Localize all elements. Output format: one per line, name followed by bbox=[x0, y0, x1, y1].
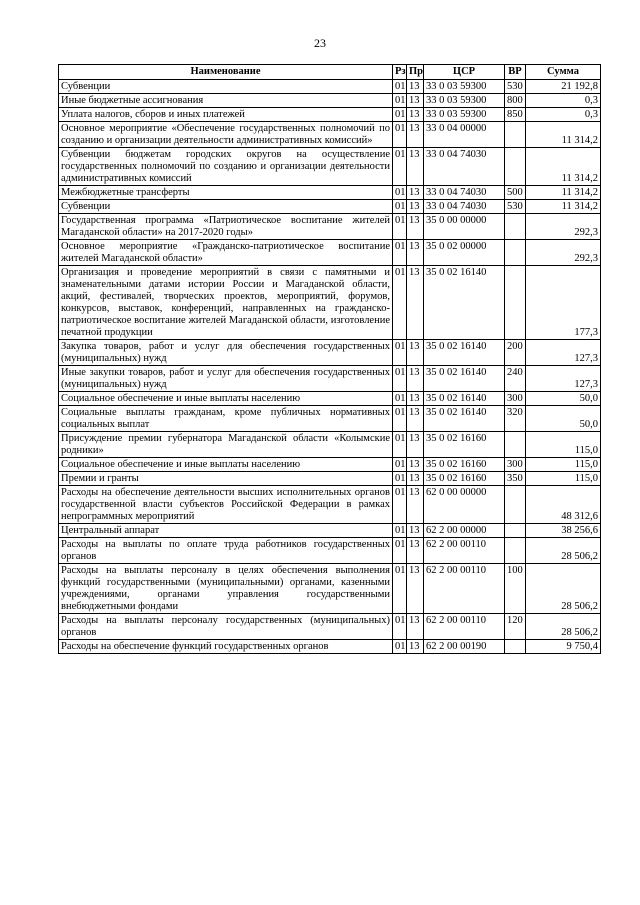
cell-sum: 292,3 bbox=[526, 214, 601, 240]
cell-rz: 01 bbox=[393, 148, 407, 186]
cell-name: Уплата налогов, сборов и иных платежей bbox=[59, 108, 393, 122]
cell-name: Иные закупки товаров, работ и услуг для обеспечения государственных (муниципальных) нужд bbox=[59, 366, 393, 392]
cell-csr: 33 0 04 74030 bbox=[424, 148, 505, 186]
cell-name: Субвенции bbox=[59, 200, 393, 214]
cell-sum: 115,0 bbox=[526, 432, 601, 458]
table-row bbox=[59, 214, 601, 240]
cell-pr: 13 bbox=[407, 108, 424, 122]
cell-rz: 01 bbox=[393, 564, 407, 614]
cell-pr: 13 bbox=[407, 472, 424, 486]
cell-pr: 13 bbox=[407, 366, 424, 392]
cell-csr: 62 2 00 00110 bbox=[424, 564, 505, 614]
cell-name: Межбюджетные трансферты bbox=[59, 186, 393, 200]
cell-name: Организация и проведение мероприятий в связи с памятными и знаменательными датами истории России и Магаданской области, акций, фестивалей, творческих проектов, мероприятий, форумов, конкурсов, выставок, конференций, направленных на гражданско-патриотическое воспитание жителей Магаданской области, изготовление печатной продукции bbox=[59, 266, 393, 340]
cell-vr bbox=[505, 538, 526, 564]
cell-name: Государственная программа «Патриотическое воспитание жителей Магаданской области» на 2017-2020 годы» bbox=[59, 214, 393, 240]
header-rz: Рз bbox=[393, 65, 407, 80]
cell-rz: 01 bbox=[393, 214, 407, 240]
cell-name: Социальное обеспечение и иные выплаты населению bbox=[59, 458, 393, 472]
cell-rz: 01 bbox=[393, 80, 407, 94]
table-header-row bbox=[59, 65, 601, 80]
table-row bbox=[59, 472, 601, 486]
cell-sum: 292,3 bbox=[526, 240, 601, 266]
cell-vr: 100 bbox=[505, 564, 526, 614]
cell-pr: 13 bbox=[407, 524, 424, 538]
cell-rz: 01 bbox=[393, 366, 407, 392]
cell-name: Социальные выплаты гражданам, кроме публичных нормативных социальных выплат bbox=[59, 406, 393, 432]
cell-vr: 500 bbox=[505, 186, 526, 200]
table-row bbox=[59, 640, 601, 654]
table-row bbox=[59, 240, 601, 266]
table-row bbox=[59, 366, 601, 392]
cell-csr: 35 0 02 16140 bbox=[424, 340, 505, 366]
cell-csr: 35 0 02 16160 bbox=[424, 472, 505, 486]
cell-name: Расходы на выплаты по оплате труда работников государственных органов bbox=[59, 538, 393, 564]
cell-pr: 13 bbox=[407, 406, 424, 432]
cell-name: Расходы на выплаты персоналу государственных (муниципальных) органов bbox=[59, 614, 393, 640]
cell-csr: 62 0 00 00000 bbox=[424, 486, 505, 524]
cell-vr: 850 bbox=[505, 108, 526, 122]
cell-rz: 01 bbox=[393, 266, 407, 340]
cell-vr bbox=[505, 148, 526, 186]
cell-name: Расходы на обеспечение функций государственных органов bbox=[59, 640, 393, 654]
cell-vr: 300 bbox=[505, 392, 526, 406]
cell-rz: 01 bbox=[393, 472, 407, 486]
cell-name: Социальное обеспечение и иные выплаты населению bbox=[59, 392, 393, 406]
cell-csr: 35 0 02 00000 bbox=[424, 240, 505, 266]
table-row bbox=[59, 200, 601, 214]
header-csr: ЦСР bbox=[424, 65, 505, 80]
cell-rz: 01 bbox=[393, 108, 407, 122]
cell-rz: 01 bbox=[393, 186, 407, 200]
cell-pr: 13 bbox=[407, 266, 424, 340]
cell-rz: 01 bbox=[393, 640, 407, 654]
cell-csr: 35 0 02 16160 bbox=[424, 432, 505, 458]
cell-vr: 120 bbox=[505, 614, 526, 640]
table-row bbox=[59, 148, 601, 186]
table-row bbox=[59, 108, 601, 122]
cell-vr: 200 bbox=[505, 340, 526, 366]
cell-name: Премии и гранты bbox=[59, 472, 393, 486]
cell-rz: 01 bbox=[393, 432, 407, 458]
cell-sum: 177,3 bbox=[526, 266, 601, 340]
cell-csr: 62 2 00 00000 bbox=[424, 524, 505, 538]
table-row bbox=[59, 122, 601, 148]
cell-name: Основное мероприятие «Обеспечение государственных полномочий по созданию и организации деятельности административных комиссий» bbox=[59, 122, 393, 148]
cell-name: Субвенции бюджетам городских округов на осуществление государственных полномочий по созданию и организации деятельности административных комиссий bbox=[59, 148, 393, 186]
cell-pr: 13 bbox=[407, 614, 424, 640]
cell-sum: 48 312,6 bbox=[526, 486, 601, 524]
cell-vr bbox=[505, 122, 526, 148]
cell-sum: 115,0 bbox=[526, 458, 601, 472]
page-number: 23 bbox=[314, 36, 326, 50]
cell-sum: 28 506,2 bbox=[526, 538, 601, 564]
cell-pr: 13 bbox=[407, 458, 424, 472]
cell-vr bbox=[505, 240, 526, 266]
cell-rz: 01 bbox=[393, 200, 407, 214]
cell-name: Центральный аппарат bbox=[59, 524, 393, 538]
table-row bbox=[59, 432, 601, 458]
cell-vr: 530 bbox=[505, 80, 526, 94]
cell-sum: 11 314,2 bbox=[526, 148, 601, 186]
header-pr: Пр bbox=[407, 65, 424, 80]
table-row bbox=[59, 406, 601, 432]
cell-vr: 350 bbox=[505, 472, 526, 486]
cell-sum: 11 314,2 bbox=[526, 186, 601, 200]
cell-pr: 13 bbox=[407, 186, 424, 200]
cell-csr: 62 2 00 00190 bbox=[424, 640, 505, 654]
cell-csr: 35 0 02 16140 bbox=[424, 406, 505, 432]
cell-rz: 01 bbox=[393, 122, 407, 148]
cell-vr bbox=[505, 432, 526, 458]
header-name: Наименование bbox=[59, 65, 393, 80]
cell-sum: 11 314,2 bbox=[526, 122, 601, 148]
cell-pr: 13 bbox=[407, 432, 424, 458]
table-row bbox=[59, 458, 601, 472]
cell-rz: 01 bbox=[393, 614, 407, 640]
cell-vr bbox=[505, 486, 526, 524]
cell-name: Иные бюджетные ассигнования bbox=[59, 94, 393, 108]
cell-pr: 13 bbox=[407, 240, 424, 266]
table-row bbox=[59, 94, 601, 108]
table-row bbox=[59, 266, 601, 340]
cell-pr: 13 bbox=[407, 80, 424, 94]
table-row bbox=[59, 614, 601, 640]
cell-vr: 320 bbox=[505, 406, 526, 432]
cell-pr: 13 bbox=[407, 122, 424, 148]
cell-pr: 13 bbox=[407, 564, 424, 614]
cell-pr: 13 bbox=[407, 94, 424, 108]
cell-vr: 300 bbox=[505, 458, 526, 472]
table-row bbox=[59, 80, 601, 94]
cell-sum: 50,0 bbox=[526, 392, 601, 406]
cell-sum: 0,3 bbox=[526, 94, 601, 108]
cell-vr: 800 bbox=[505, 94, 526, 108]
cell-csr: 62 2 00 00110 bbox=[424, 614, 505, 640]
cell-sum: 9 750,4 bbox=[526, 640, 601, 654]
cell-sum: 115,0 bbox=[526, 472, 601, 486]
cell-pr: 13 bbox=[407, 200, 424, 214]
table-row bbox=[59, 340, 601, 366]
header-sum: Сумма bbox=[526, 65, 601, 80]
cell-name: Присуждение премии губернатора Магаданской области «Колымские родники» bbox=[59, 432, 393, 458]
cell-name: Расходы на обеспечение деятельности высших исполнительных органов государственной власти субъектов Российской Федерации в рамках непрограммных мероприятий bbox=[59, 486, 393, 524]
table-row bbox=[59, 524, 601, 538]
cell-csr: 33 0 03 59300 bbox=[424, 80, 505, 94]
cell-pr: 13 bbox=[407, 340, 424, 366]
cell-vr bbox=[505, 524, 526, 538]
cell-sum: 28 506,2 bbox=[526, 564, 601, 614]
table-body bbox=[59, 80, 601, 654]
cell-csr: 35 0 02 16140 bbox=[424, 366, 505, 392]
cell-csr: 62 2 00 00110 bbox=[424, 538, 505, 564]
cell-rz: 01 bbox=[393, 524, 407, 538]
cell-csr: 35 0 02 16140 bbox=[424, 266, 505, 340]
table-row bbox=[59, 564, 601, 614]
cell-csr: 33 0 04 00000 bbox=[424, 122, 505, 148]
cell-csr: 35 0 00 00000 bbox=[424, 214, 505, 240]
cell-rz: 01 bbox=[393, 458, 407, 472]
table-row bbox=[59, 538, 601, 564]
cell-vr: 530 bbox=[505, 200, 526, 214]
cell-rz: 01 bbox=[393, 486, 407, 524]
cell-rz: 01 bbox=[393, 240, 407, 266]
cell-pr: 13 bbox=[407, 392, 424, 406]
cell-csr: 33 0 04 74030 bbox=[424, 186, 505, 200]
cell-pr: 13 bbox=[407, 214, 424, 240]
cell-name: Расходы на выплаты персоналу в целях обеспечения выполнения функций государственными (муниципальными) органами, казенными учреждениями, органами управления государственными внебюджетными фондами bbox=[59, 564, 393, 614]
cell-name: Субвенции bbox=[59, 80, 393, 94]
cell-csr: 33 0 04 74030 bbox=[424, 200, 505, 214]
cell-pr: 13 bbox=[407, 148, 424, 186]
cell-name: Основное мероприятие «Гражданско-патриотическое воспитание жителей Магаданской области» bbox=[59, 240, 393, 266]
cell-csr: 35 0 02 16160 bbox=[424, 458, 505, 472]
cell-rz: 01 bbox=[393, 392, 407, 406]
cell-vr bbox=[505, 640, 526, 654]
table-row bbox=[59, 392, 601, 406]
cell-csr: 35 0 02 16140 bbox=[424, 392, 505, 406]
cell-sum: 50,0 bbox=[526, 406, 601, 432]
budget-table bbox=[58, 64, 601, 654]
cell-vr bbox=[505, 214, 526, 240]
header-vr: ВР bbox=[505, 65, 526, 80]
cell-csr: 33 0 03 59300 bbox=[424, 94, 505, 108]
cell-rz: 01 bbox=[393, 406, 407, 432]
cell-pr: 13 bbox=[407, 640, 424, 654]
cell-name: Закупка товаров, работ и услуг для обеспечения государственных (муниципальных) нужд bbox=[59, 340, 393, 366]
cell-vr: 240 bbox=[505, 366, 526, 392]
cell-pr: 13 bbox=[407, 538, 424, 564]
table-row bbox=[59, 186, 601, 200]
cell-csr: 33 0 03 59300 bbox=[424, 108, 505, 122]
table-row bbox=[59, 486, 601, 524]
cell-rz: 01 bbox=[393, 340, 407, 366]
cell-sum: 28 506,2 bbox=[526, 614, 601, 640]
cell-sum: 0,3 bbox=[526, 108, 601, 122]
cell-sum: 38 256,6 bbox=[526, 524, 601, 538]
cell-sum: 21 192,8 bbox=[526, 80, 601, 94]
cell-vr bbox=[505, 266, 526, 340]
cell-rz: 01 bbox=[393, 94, 407, 108]
cell-sum: 127,3 bbox=[526, 340, 601, 366]
cell-sum: 11 314,2 bbox=[526, 200, 601, 214]
cell-rz: 01 bbox=[393, 538, 407, 564]
cell-pr: 13 bbox=[407, 486, 424, 524]
cell-sum: 127,3 bbox=[526, 366, 601, 392]
